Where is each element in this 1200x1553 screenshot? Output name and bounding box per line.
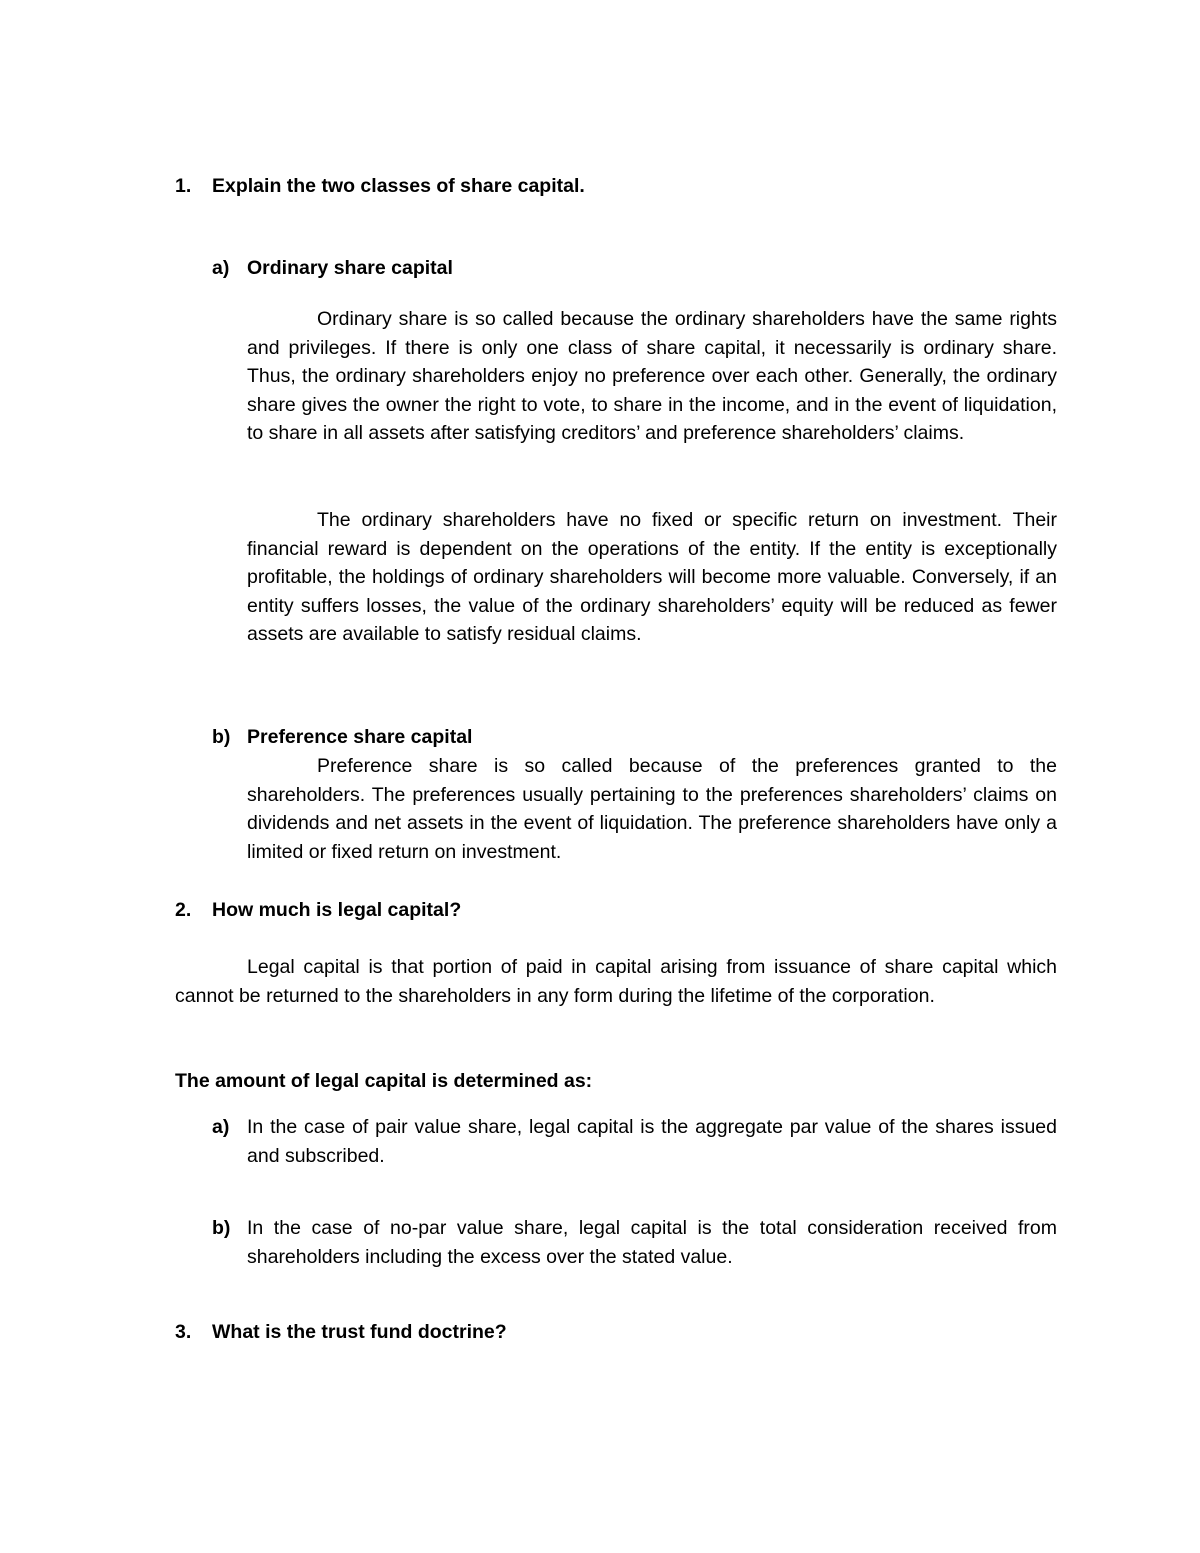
q2-b-text: In the case of no-par value share, legal capital is the total consideration received from shareholders including the excess over the stated value. (247, 1217, 1057, 1268)
q1-a-heading: Ordinary share capital (247, 257, 453, 279)
q2-number: 2. (175, 899, 192, 921)
q1-a-paragraph-1: Ordinary share is so called because the ordinary shareholders have the same rights and privileges. If there is only one class of share capital, it necessarily is ordinary share. Thus, the ordinary shareholders enjoy no preference over each other. Generally, the ordinary share gives the owner the right to vote, to share in the income, and in the event of liquidation, to share in all assets after satisfying creditors’ and preference shareholders’ claims. (247, 308, 1057, 445)
q2-a-text: In the case of pair value share, legal capital is the aggregate par value of the shares issued and subscribed. (247, 1116, 1057, 1167)
q2-subheading: The amount of legal capital is determined as: (175, 1070, 593, 1092)
q2-a-marker: a) (212, 1116, 230, 1138)
q1-a-paragraph-2: The ordinary shareholders have no fixed or specific return on investment. Their financial reward is dependent on the operations of the entity. If the entity is exceptionally profitable, the holdings of ordinary shareholders will become more valuable. Conversely, if an entity suffers losses, the value of the ordinary shareholders’ equity will be reduced as fewer assets are available to satisfy residual claims. (247, 509, 1057, 646)
q2-title: How much is legal capital? (212, 899, 462, 921)
q1-number: 1. (175, 175, 192, 197)
q1-b-heading: Preference share capital (247, 726, 473, 748)
q1-b-marker: b) (212, 726, 231, 748)
q1-b-paragraph: Preference share is so called because of the preferences granted to the shareholders. The preferences usually pertaining to the preferences shareholders’ claims on dividends and net assets in the event of liquidation. The preference shareholders have only a limited or fixed return on investment. (247, 755, 1057, 863)
q2-paragraph: Legal capital is that portion of paid in capital arising from issuance of share capital which cannot be returned to the shareholders in any form during the lifetime of the corporation. (175, 956, 1057, 1007)
q1-title: Explain the two classes of share capital. (212, 175, 585, 197)
q3-title: What is the trust fund doctrine? (212, 1321, 507, 1343)
q3-number: 3. (175, 1321, 192, 1343)
q1-a-marker: a) (212, 257, 230, 279)
q2-b-marker: b) (212, 1217, 231, 1239)
